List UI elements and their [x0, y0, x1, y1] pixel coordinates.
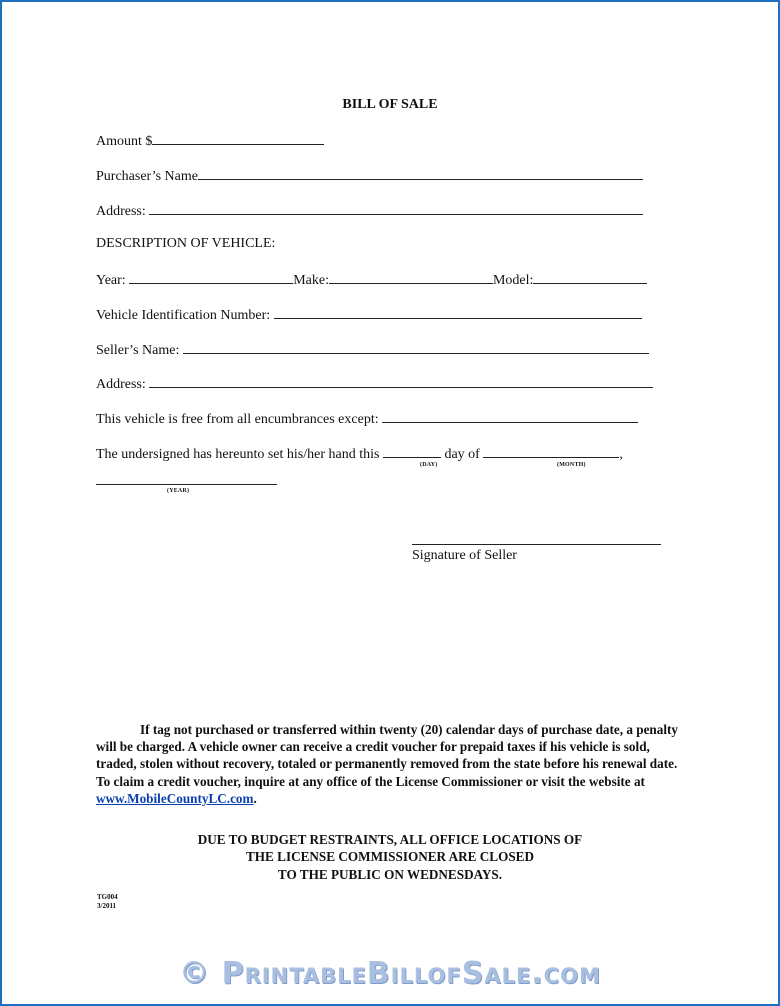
- day-of-text: day of: [444, 447, 480, 462]
- month-caption: (MONTH): [557, 462, 586, 468]
- vin-field[interactable]: [274, 305, 642, 319]
- undersigned-text: The undersigned has hereunto set his/her hand this: [96, 447, 380, 462]
- make-label: Make:: [293, 273, 329, 288]
- amount-field[interactable]: [152, 131, 324, 145]
- seller-address-row: [96, 374, 653, 392]
- notice-period: .: [253, 790, 257, 806]
- make-field[interactable]: [329, 270, 493, 284]
- encumbrance-row: [96, 409, 638, 427]
- purchaser-label: Purchaser’s Name: [96, 169, 198, 184]
- day-field[interactable]: [383, 444, 441, 458]
- form-code-date: 3/2011: [97, 902, 117, 910]
- purchaser-row: [96, 166, 643, 184]
- form-code: [97, 893, 118, 911]
- closure-line-2: THE LICENSE COMMISSIONER ARE CLOSED: [246, 849, 534, 865]
- day-caption: (DAY): [420, 462, 438, 468]
- seller-label: Seller’s Name:: [96, 343, 180, 358]
- signature-label: Signature of Seller: [412, 548, 517, 563]
- year-field[interactable]: [129, 270, 293, 284]
- year-signed-field[interactable]: [96, 484, 277, 485]
- encumbrance-field[interactable]: [382, 409, 638, 423]
- seller-address-label: Address:: [96, 377, 146, 392]
- model-label: Model:: [492, 273, 534, 288]
- penalty-notice: [96, 721, 686, 807]
- vehicle-row: [96, 270, 647, 288]
- closure-line-1: DUE TO BUDGET RESTRAINTS, ALL OFFICE LOCATIONS OF: [197, 832, 583, 847]
- watermark-text: © PrintableBillofSale.com: [179, 956, 601, 991]
- amount-label: Amount $: [96, 134, 153, 149]
- vehicle-description-heading: DESCRIPTION OF VEHICLE:: [96, 236, 276, 251]
- encumbrance-label: This vehicle is free from all encumbrances except:: [96, 412, 379, 427]
- vin-row: [96, 305, 642, 323]
- form-code-id: TG004: [97, 893, 118, 901]
- closure-notice: [0, 831, 780, 883]
- address-label: Address:: [96, 204, 146, 219]
- seller-name-field[interactable]: [183, 340, 649, 354]
- undersigned-row: [96, 444, 623, 462]
- amount-row: [96, 131, 324, 149]
- purchaser-address-row: [96, 201, 643, 219]
- model-field[interactable]: [533, 270, 647, 284]
- vin-label: Vehicle Identification Number:: [96, 308, 271, 323]
- comma-text: ,: [619, 447, 623, 462]
- form-title: BILL OF SALE: [342, 97, 438, 112]
- closure-line-3: TO THE PUBLIC ON WEDNESDAYS.: [277, 866, 503, 882]
- purchaser-name-field[interactable]: [198, 166, 643, 180]
- year-caption: (YEAR): [167, 488, 190, 494]
- seller-row: [96, 340, 649, 358]
- seller-address-field[interactable]: [149, 374, 653, 388]
- penalty-notice-text: If tag not purchased or transferred within twenty (20) calendar days of purchase date, a penalty will be charged. A vehicle owner can receive a credit voucher for prepaid taxes if his vehicle is sold, traded, stolen without recovery, totaled or permanently removed from the state before his renewal date. To claim a credit voucher, inquire at any office of the License Commissioner or visit the website at: [96, 722, 679, 789]
- month-field[interactable]: [483, 444, 619, 458]
- purchaser-address-field[interactable]: [149, 201, 643, 215]
- seller-signature-line[interactable]: [412, 544, 661, 545]
- year-label: Year:: [96, 273, 126, 288]
- website-link[interactable]: www.MobileCountyLC.com: [96, 790, 254, 806]
